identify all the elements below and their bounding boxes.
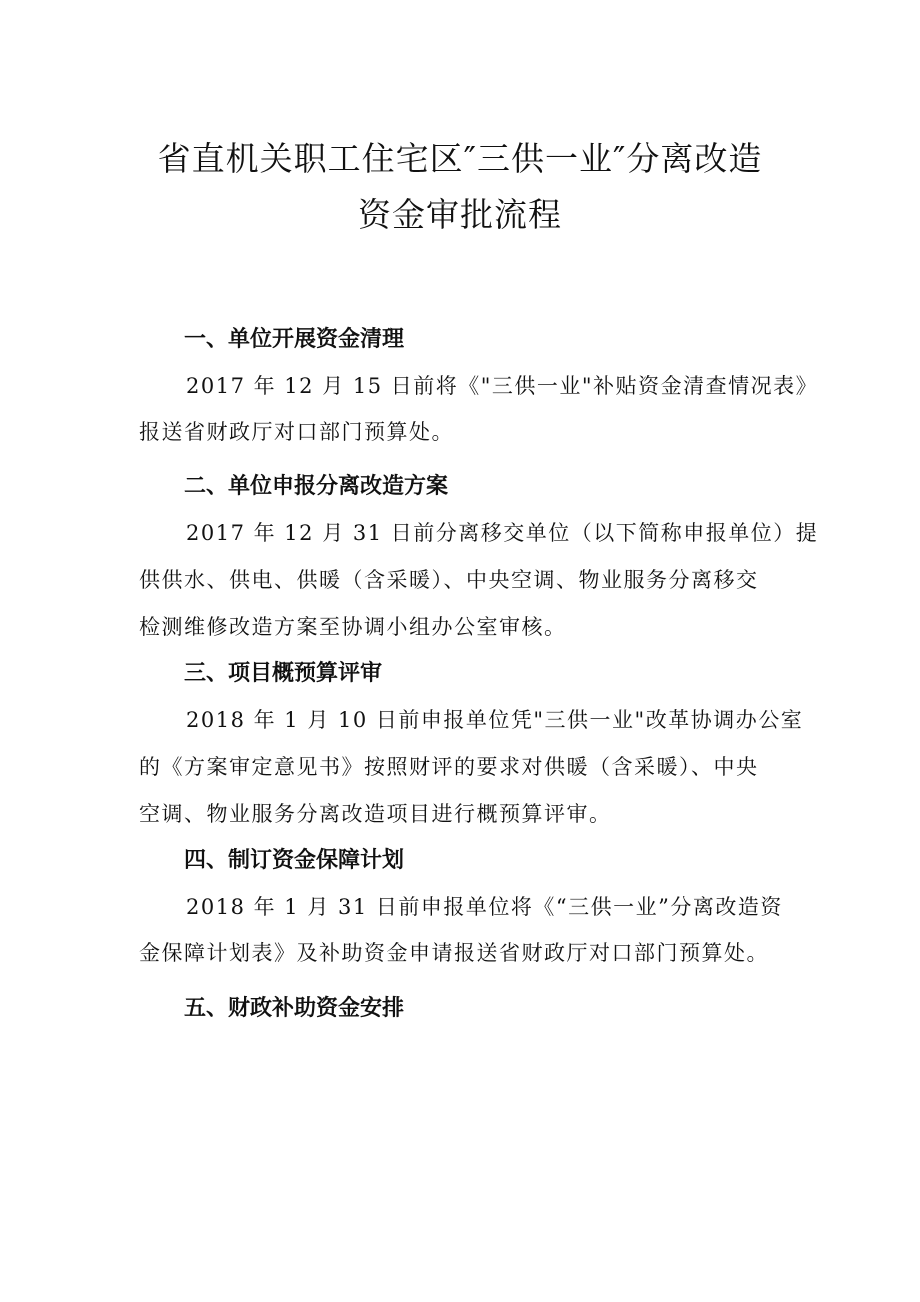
section-1-line-1: 2017 年 12 月 15 日前将《"三供一业"补贴资金清查情况表》: [186, 374, 819, 398]
section-3-line-2: 的《方案审定意见书》按照财评的要求对供暖（含采暖）、中央: [139, 755, 759, 779]
section-2-line-3: 检测维修改造方案至协调小组办公室审核。: [139, 615, 567, 639]
section-3-line-1: 2018 年 1 月 10 日前申报单位凭"三供一业"改革协调办公室: [186, 708, 804, 732]
section-3-heading: 三、项目概预算评审: [184, 661, 383, 686]
document-title-line-1: 省直机关职工住宅区″三供一业″分离改造: [157, 139, 763, 178]
section-1-heading: 一、单位开展资金清理: [184, 327, 405, 352]
section-4-line-1: 2018 年 1 月 31 日前申报单位将《“三供一业”分离改造资: [186, 895, 783, 919]
section-5-heading: 五、财政补助资金安排: [184, 996, 405, 1021]
section-4-line-2: 金保障计划表》及补助资金申请报送省财政厅对口部门预算处。: [139, 941, 769, 965]
document-title-line-2: 资金审批流程: [358, 195, 562, 234]
section-2-line-1: 2017 年 12 月 31 日前分离移交单位（以下简称申报单位）提: [186, 521, 819, 545]
section-1-line-2: 报送省财政厅对口部门预算处。: [139, 420, 454, 444]
section-2-line-2: 供供水、供电、供暖（含采暖）、中央空调、物业服务分离移交: [139, 568, 759, 592]
section-2-heading: 二、单位申报分离改造方案: [184, 474, 449, 499]
section-3-line-3: 空调、物业服务分离改造项目进行概预算评审。: [139, 802, 612, 826]
section-4-heading: 四、制订资金保障计划: [184, 848, 405, 873]
